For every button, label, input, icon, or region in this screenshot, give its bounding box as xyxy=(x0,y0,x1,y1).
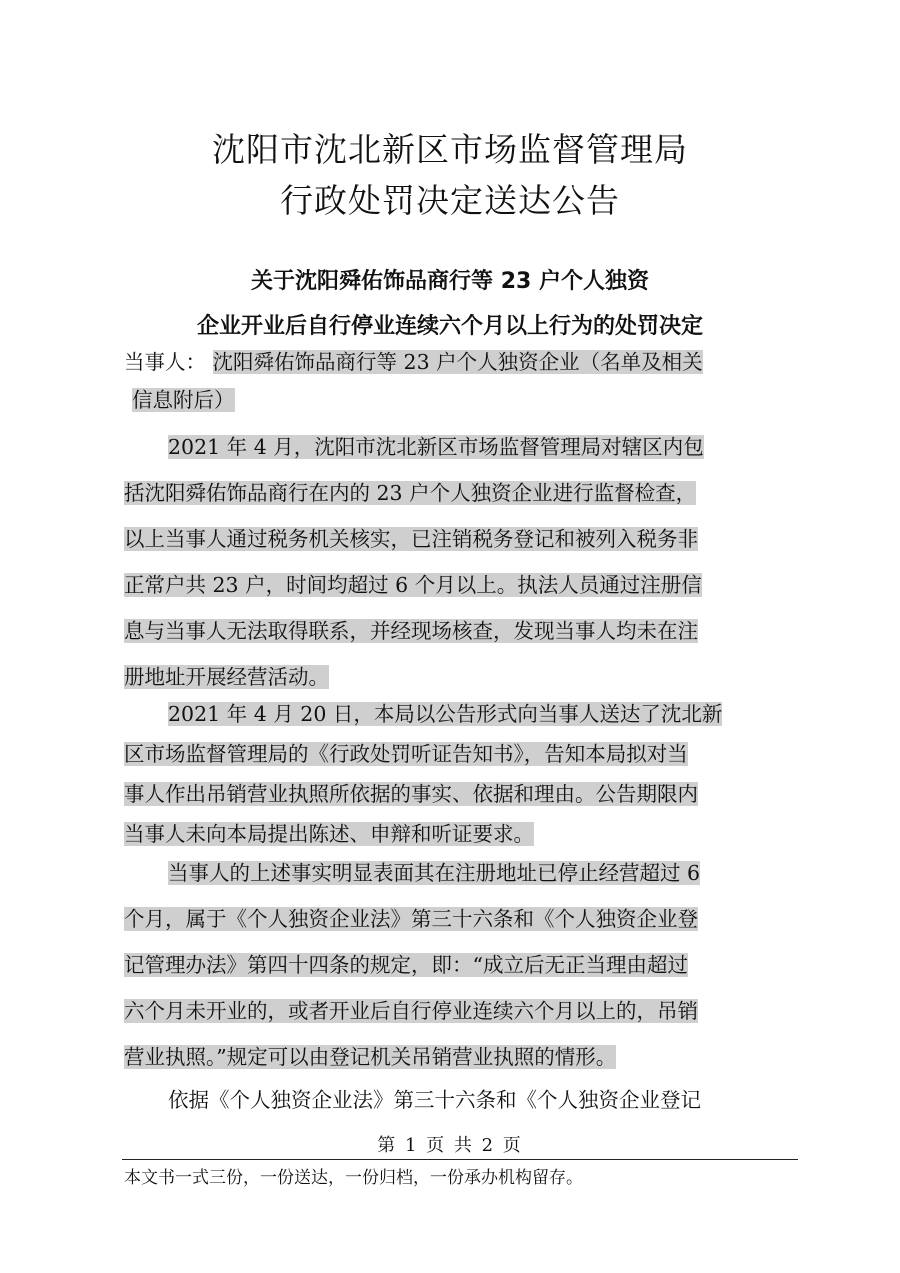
paragraph-line: 六个月未开业的，或者开业后自行停业连续六个月以上的，吊销 xyxy=(124,999,698,1023)
paragraph-line: 事人作出吊销营业执照所依据的事实、依据和理由。公告期限内 xyxy=(124,782,698,806)
paragraph-line: 区市场监督管理局的《行政处罚听证告知书》，告知本局拟对当 xyxy=(124,742,688,766)
party-block xyxy=(124,343,798,419)
paragraph-line: 2021 年 4 月 20 日，本局以公告形式向当事人送达了沈北新 xyxy=(168,702,723,726)
paragraph-line: 记管理办法》第四十四条的规定，即：“成立后无正当理由超过 xyxy=(124,953,688,977)
paragraph-line: 括沈阳舜佑饰品商行在内的 23 户个人独资企业进行监督检查， xyxy=(124,481,697,505)
document-title-line2: 行政处罚决定送达公告 xyxy=(280,181,620,220)
document-title-line1: 沈阳市沈北新区市场监督管理局 xyxy=(212,130,688,169)
footer-note: 本文书一式三份，一份送达，一份归档，一份承办机构留存。 xyxy=(124,1168,583,1188)
paragraph-line: 依据《个人独资企业法》第三十六条和《个人独资企业登记 xyxy=(168,1088,701,1112)
paragraph-line: 以上当事人通过税务机关核实，已注销税务登记和被列入税务非 xyxy=(124,527,698,551)
paragraph-facts xyxy=(124,424,798,700)
party-value-line1: 沈阳舜佑饰品商行等 23 户个人独资企业（名单及相关 xyxy=(212,350,703,374)
paragraph-decision-basis xyxy=(124,1077,798,1123)
paragraph-line: 册地址开展经营活动。 xyxy=(124,665,329,689)
decision-subtitle-line1: 关于沈阳舜佑饰品商行等 23 户个人独资 xyxy=(251,269,649,294)
paragraph-line: 当事人未向本局提出陈述、申辩和听证要求。 xyxy=(124,822,534,846)
paragraph-line: 2021 年 4 月，沈阳市沈北新区市场监督管理局对辖区内包 xyxy=(168,435,704,459)
paragraph-line: 当事人的上述事实明显表面其在注册地址已停止经营超过 6 xyxy=(168,861,701,885)
party-label: 当事人： xyxy=(124,350,206,374)
paragraph-line: 息与当事人无法取得联系，并经现场核查，发现当事人均未在注 xyxy=(124,619,698,643)
page-number: 第 1 页 共 2 页 xyxy=(377,1135,523,1156)
paragraph-line: 正常户共 23 户，时间均超过 6 个月以上。执法人员通过注册信 xyxy=(124,573,702,597)
footer-divider xyxy=(122,1159,798,1160)
party-value-line2: 信息附后） xyxy=(132,388,235,412)
paragraph-hearing-notice xyxy=(124,694,798,854)
decision-subtitle-line2: 企业开业后自行停业连续六个月以上行为的处罚决定 xyxy=(196,314,703,339)
paragraph-line: 营业执照。”规定可以由登记机关吊销营业执照的情形。 xyxy=(124,1045,617,1069)
paragraph-line: 个月，属于《个人独资企业法》第三十六条和《个人独资企业登 xyxy=(124,907,698,931)
paragraph-legal-basis xyxy=(124,850,798,1080)
